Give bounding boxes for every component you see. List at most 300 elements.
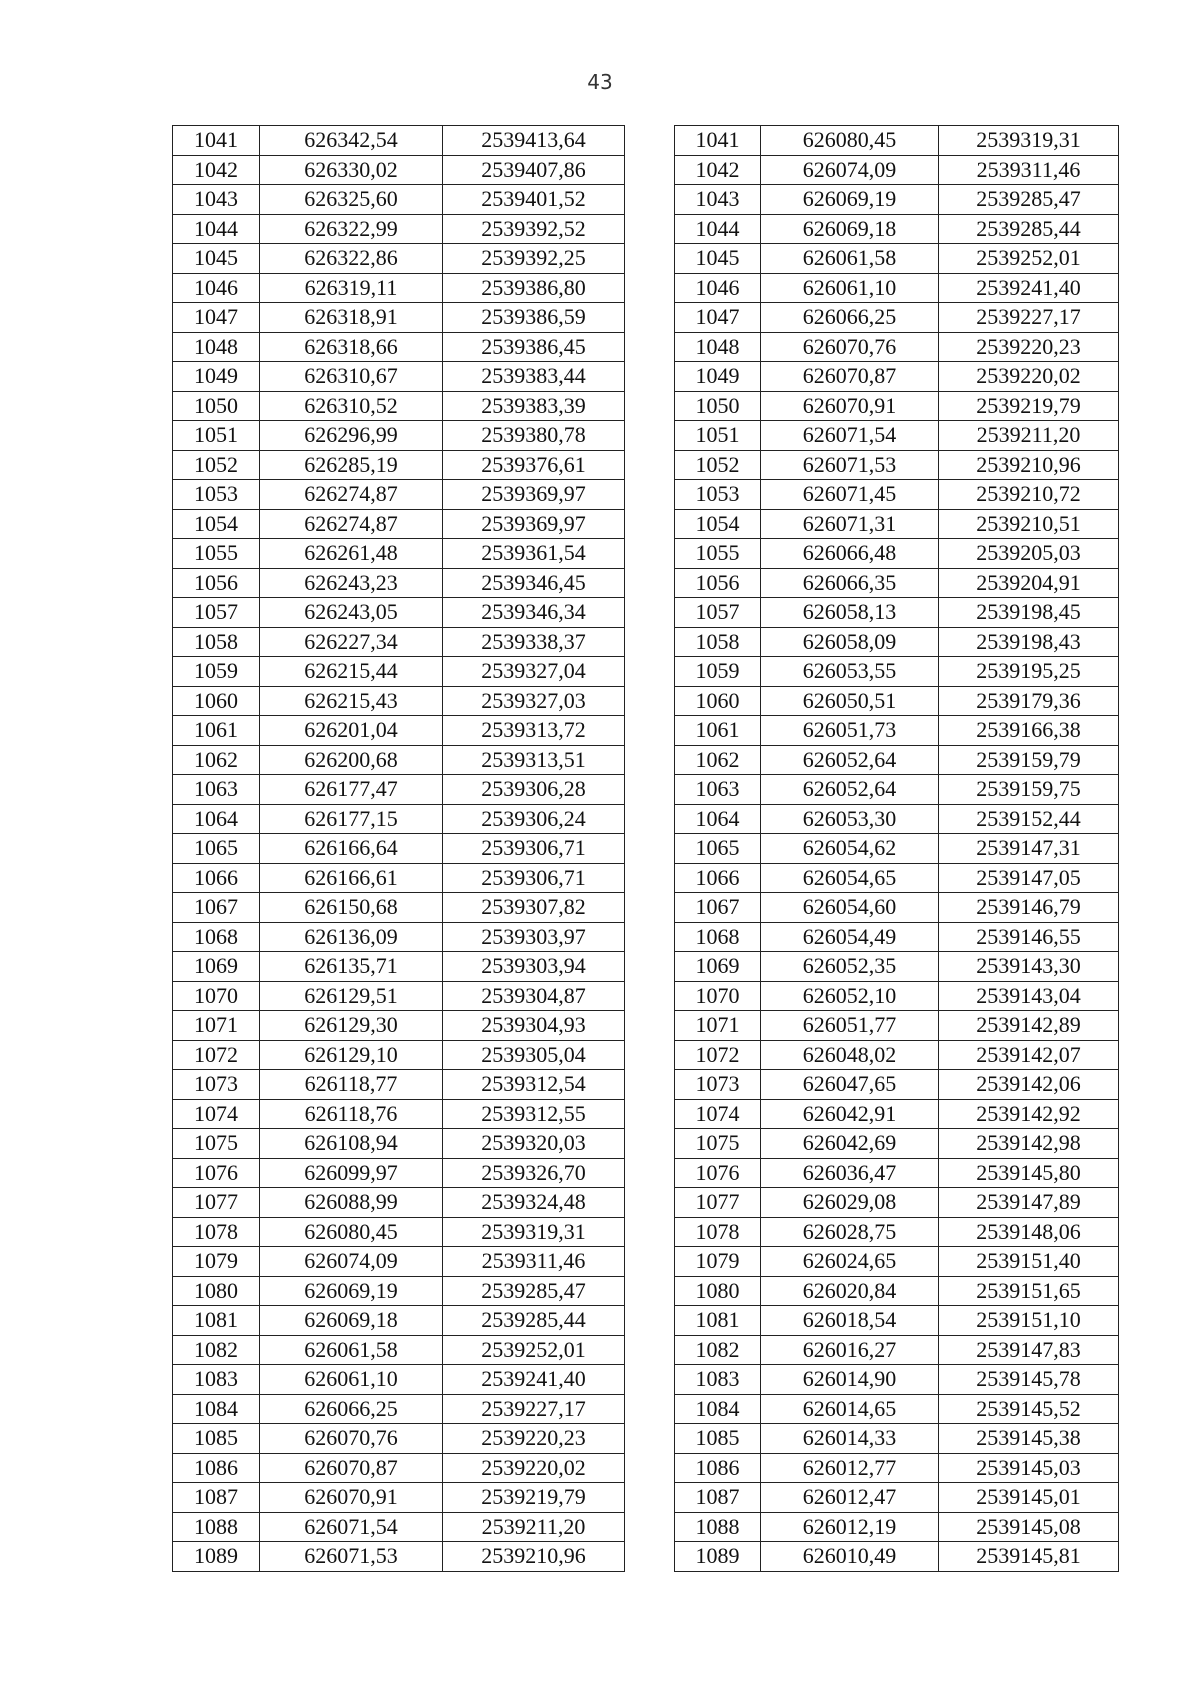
- right-x-coordinate: 626048,02: [761, 1040, 939, 1070]
- left-point-number: 1066: [173, 863, 260, 893]
- right-x-coordinate: 626012,77: [761, 1453, 939, 1483]
- right-x-coordinate: 626051,77: [761, 1011, 939, 1041]
- table-row: [173, 775, 1119, 805]
- left-x-coordinate: 626200,68: [260, 745, 443, 775]
- right-point-number: 1082: [675, 1335, 761, 1365]
- right-x-coordinate: 626010,49: [761, 1542, 939, 1572]
- left-point-number: 1063: [173, 775, 260, 805]
- left-point-number: 1060: [173, 686, 260, 716]
- left-point-number: 1071: [173, 1011, 260, 1041]
- column-spacer: [625, 1070, 675, 1100]
- right-x-coordinate: 626071,53: [761, 450, 939, 480]
- table-row: [173, 1129, 1119, 1159]
- table-row: [173, 126, 1119, 156]
- left-x-coordinate: 626136,09: [260, 922, 443, 952]
- table-row: [173, 1483, 1119, 1513]
- right-x-coordinate: 626012,19: [761, 1512, 939, 1542]
- table-row: [173, 185, 1119, 215]
- left-y-coordinate: 2539219,79: [443, 1483, 625, 1513]
- column-spacer: [625, 480, 675, 510]
- left-point-number: 1078: [173, 1217, 260, 1247]
- table-row: [173, 1188, 1119, 1218]
- left-y-coordinate: 2539211,20: [443, 1512, 625, 1542]
- left-y-coordinate: 2539312,54: [443, 1070, 625, 1100]
- table-row: [173, 362, 1119, 392]
- right-y-coordinate: 2539179,36: [939, 686, 1119, 716]
- left-point-number: 1054: [173, 509, 260, 539]
- column-spacer: [625, 1365, 675, 1395]
- left-y-coordinate: 2539361,54: [443, 539, 625, 569]
- table-row: [173, 1394, 1119, 1424]
- table-row: [173, 834, 1119, 864]
- right-point-number: 1046: [675, 273, 761, 303]
- left-y-coordinate: 2539227,17: [443, 1394, 625, 1424]
- left-y-coordinate: 2539338,37: [443, 627, 625, 657]
- left-point-number: 1052: [173, 450, 260, 480]
- right-x-coordinate: 626052,35: [761, 952, 939, 982]
- left-point-number: 1061: [173, 716, 260, 746]
- right-point-number: 1083: [675, 1365, 761, 1395]
- right-point-number: 1088: [675, 1512, 761, 1542]
- right-x-coordinate: 626029,08: [761, 1188, 939, 1218]
- right-x-coordinate: 626066,35: [761, 568, 939, 598]
- left-x-coordinate: 626074,09: [260, 1247, 443, 1277]
- right-y-coordinate: 2539210,72: [939, 480, 1119, 510]
- column-spacer: [625, 1040, 675, 1070]
- left-point-number: 1088: [173, 1512, 260, 1542]
- table-row: [173, 1365, 1119, 1395]
- right-point-number: 1055: [675, 539, 761, 569]
- right-x-coordinate: 626050,51: [761, 686, 939, 716]
- left-y-coordinate: 2539306,28: [443, 775, 625, 805]
- right-y-coordinate: 2539143,30: [939, 952, 1119, 982]
- table-row: [173, 1158, 1119, 1188]
- coordinates-table: [172, 125, 1119, 1572]
- left-point-number: 1083: [173, 1365, 260, 1395]
- left-y-coordinate: 2539376,61: [443, 450, 625, 480]
- left-x-coordinate: 626118,76: [260, 1099, 443, 1129]
- right-point-number: 1067: [675, 893, 761, 923]
- table-row: [173, 686, 1119, 716]
- column-spacer: [625, 1158, 675, 1188]
- right-point-number: 1080: [675, 1276, 761, 1306]
- right-x-coordinate: 626054,60: [761, 893, 939, 923]
- right-y-coordinate: 2539211,20: [939, 421, 1119, 451]
- right-y-coordinate: 2539166,38: [939, 716, 1119, 746]
- left-point-number: 1047: [173, 303, 260, 333]
- right-x-coordinate: 626014,65: [761, 1394, 939, 1424]
- column-spacer: [625, 362, 675, 392]
- right-x-coordinate: 626014,33: [761, 1424, 939, 1454]
- right-point-number: 1056: [675, 568, 761, 598]
- column-spacer: [625, 745, 675, 775]
- right-y-coordinate: 2539319,31: [939, 126, 1119, 156]
- table-row: [173, 1276, 1119, 1306]
- left-point-number: 1059: [173, 657, 260, 687]
- column-spacer: [625, 1483, 675, 1513]
- left-y-coordinate: 2539220,23: [443, 1424, 625, 1454]
- column-spacer: [625, 1188, 675, 1218]
- left-point-number: 1070: [173, 981, 260, 1011]
- right-y-coordinate: 2539205,03: [939, 539, 1119, 569]
- column-spacer: [625, 185, 675, 215]
- left-x-coordinate: 626201,04: [260, 716, 443, 746]
- right-point-number: 1048: [675, 332, 761, 362]
- column-spacer: [625, 1011, 675, 1041]
- left-point-number: 1075: [173, 1129, 260, 1159]
- left-y-coordinate: 2539413,64: [443, 126, 625, 156]
- left-point-number: 1046: [173, 273, 260, 303]
- right-x-coordinate: 626053,30: [761, 804, 939, 834]
- left-x-coordinate: 626325,60: [260, 185, 443, 215]
- column-spacer: [625, 716, 675, 746]
- right-x-coordinate: 626066,25: [761, 303, 939, 333]
- column-spacer: [625, 568, 675, 598]
- right-point-number: 1049: [675, 362, 761, 392]
- right-x-coordinate: 626014,90: [761, 1365, 939, 1395]
- right-y-coordinate: 2539145,52: [939, 1394, 1119, 1424]
- right-x-coordinate: 626028,75: [761, 1217, 939, 1247]
- right-point-number: 1063: [675, 775, 761, 805]
- left-y-coordinate: 2539346,34: [443, 598, 625, 628]
- right-point-number: 1041: [675, 126, 761, 156]
- table-row: [173, 863, 1119, 893]
- right-x-coordinate: 626024,65: [761, 1247, 939, 1277]
- left-y-coordinate: 2539327,03: [443, 686, 625, 716]
- left-point-number: 1082: [173, 1335, 260, 1365]
- right-y-coordinate: 2539220,02: [939, 362, 1119, 392]
- right-point-number: 1066: [675, 863, 761, 893]
- left-x-coordinate: 626177,47: [260, 775, 443, 805]
- left-point-number: 1081: [173, 1306, 260, 1336]
- left-x-coordinate: 626070,76: [260, 1424, 443, 1454]
- column-spacer: [625, 1276, 675, 1306]
- left-x-coordinate: 626330,02: [260, 155, 443, 185]
- table-row: [173, 1306, 1119, 1336]
- left-x-coordinate: 626080,45: [260, 1217, 443, 1247]
- right-point-number: 1050: [675, 391, 761, 421]
- column-spacer: [625, 332, 675, 362]
- right-x-coordinate: 626054,49: [761, 922, 939, 952]
- left-x-coordinate: 626061,58: [260, 1335, 443, 1365]
- left-x-coordinate: 626166,64: [260, 834, 443, 864]
- left-point-number: 1056: [173, 568, 260, 598]
- table-row: [173, 1512, 1119, 1542]
- left-y-coordinate: 2539407,86: [443, 155, 625, 185]
- right-x-coordinate: 626070,87: [761, 362, 939, 392]
- right-y-coordinate: 2539227,17: [939, 303, 1119, 333]
- column-spacer: [625, 214, 675, 244]
- right-point-number: 1064: [675, 804, 761, 834]
- column-spacer: [625, 863, 675, 893]
- left-point-number: 1053: [173, 480, 260, 510]
- table-row: [173, 1335, 1119, 1365]
- right-y-coordinate: 2539195,25: [939, 657, 1119, 687]
- right-point-number: 1089: [675, 1542, 761, 1572]
- left-point-number: 1058: [173, 627, 260, 657]
- table-row: [173, 657, 1119, 687]
- right-x-coordinate: 626058,09: [761, 627, 939, 657]
- left-x-coordinate: 626066,25: [260, 1394, 443, 1424]
- right-y-coordinate: 2539142,89: [939, 1011, 1119, 1041]
- left-y-coordinate: 2539285,47: [443, 1276, 625, 1306]
- left-x-coordinate: 626215,43: [260, 686, 443, 716]
- column-spacer: [625, 1306, 675, 1336]
- right-y-coordinate: 2539145,38: [939, 1424, 1119, 1454]
- right-point-number: 1047: [675, 303, 761, 333]
- left-y-coordinate: 2539324,48: [443, 1188, 625, 1218]
- left-point-number: 1089: [173, 1542, 260, 1572]
- table-row: [173, 480, 1119, 510]
- left-point-number: 1043: [173, 185, 260, 215]
- right-y-coordinate: 2539145,80: [939, 1158, 1119, 1188]
- left-point-number: 1067: [173, 893, 260, 923]
- right-x-coordinate: 626074,09: [761, 155, 939, 185]
- left-x-coordinate: 626108,94: [260, 1129, 443, 1159]
- left-x-coordinate: 626322,99: [260, 214, 443, 244]
- column-spacer: [625, 598, 675, 628]
- right-y-coordinate: 2539210,51: [939, 509, 1119, 539]
- right-point-number: 1052: [675, 450, 761, 480]
- left-x-coordinate: 626129,10: [260, 1040, 443, 1070]
- column-spacer: [625, 804, 675, 834]
- right-x-coordinate: 626071,31: [761, 509, 939, 539]
- right-y-coordinate: 2539210,96: [939, 450, 1119, 480]
- left-point-number: 1085: [173, 1424, 260, 1454]
- left-y-coordinate: 2539307,82: [443, 893, 625, 923]
- left-y-coordinate: 2539369,97: [443, 509, 625, 539]
- left-point-number: 1045: [173, 244, 260, 274]
- left-x-coordinate: 626319,11: [260, 273, 443, 303]
- left-x-coordinate: 626310,67: [260, 362, 443, 392]
- right-y-coordinate: 2539147,83: [939, 1335, 1119, 1365]
- right-y-coordinate: 2539145,78: [939, 1365, 1119, 1395]
- left-y-coordinate: 2539392,25: [443, 244, 625, 274]
- right-x-coordinate: 626020,84: [761, 1276, 939, 1306]
- right-y-coordinate: 2539145,01: [939, 1483, 1119, 1513]
- left-y-coordinate: 2539306,24: [443, 804, 625, 834]
- right-point-number: 1051: [675, 421, 761, 451]
- right-y-coordinate: 2539219,79: [939, 391, 1119, 421]
- right-x-coordinate: 626047,65: [761, 1070, 939, 1100]
- right-y-coordinate: 2539159,79: [939, 745, 1119, 775]
- left-y-coordinate: 2539380,78: [443, 421, 625, 451]
- right-x-coordinate: 626061,10: [761, 273, 939, 303]
- left-y-coordinate: 2539220,02: [443, 1453, 625, 1483]
- right-point-number: 1042: [675, 155, 761, 185]
- right-point-number: 1061: [675, 716, 761, 746]
- left-x-coordinate: 626071,53: [260, 1542, 443, 1572]
- left-point-number: 1050: [173, 391, 260, 421]
- left-x-coordinate: 626071,54: [260, 1512, 443, 1542]
- right-point-number: 1074: [675, 1099, 761, 1129]
- left-y-coordinate: 2539369,97: [443, 480, 625, 510]
- column-spacer: [625, 922, 675, 952]
- left-point-number: 1086: [173, 1453, 260, 1483]
- left-point-number: 1084: [173, 1394, 260, 1424]
- left-point-number: 1044: [173, 214, 260, 244]
- table-row: [173, 568, 1119, 598]
- column-spacer: [625, 1129, 675, 1159]
- right-x-coordinate: 626018,54: [761, 1306, 939, 1336]
- table-row: [173, 1424, 1119, 1454]
- right-point-number: 1062: [675, 745, 761, 775]
- table-row: [173, 1099, 1119, 1129]
- left-x-coordinate: 626061,10: [260, 1365, 443, 1395]
- right-y-coordinate: 2539151,10: [939, 1306, 1119, 1336]
- column-spacer: [625, 893, 675, 923]
- right-y-coordinate: 2539198,45: [939, 598, 1119, 628]
- left-x-coordinate: 626099,97: [260, 1158, 443, 1188]
- right-x-coordinate: 626071,54: [761, 421, 939, 451]
- left-x-coordinate: 626070,87: [260, 1453, 443, 1483]
- right-x-coordinate: 626051,73: [761, 716, 939, 746]
- right-x-coordinate: 626071,45: [761, 480, 939, 510]
- table-row: [173, 981, 1119, 1011]
- right-x-coordinate: 626054,65: [761, 863, 939, 893]
- right-y-coordinate: 2539252,01: [939, 244, 1119, 274]
- table-row: [173, 214, 1119, 244]
- table-row: [173, 332, 1119, 362]
- left-x-coordinate: 626227,34: [260, 627, 443, 657]
- left-y-coordinate: 2539383,39: [443, 391, 625, 421]
- left-y-coordinate: 2539285,44: [443, 1306, 625, 1336]
- right-point-number: 1059: [675, 657, 761, 687]
- left-y-coordinate: 2539304,93: [443, 1011, 625, 1041]
- right-x-coordinate: 626070,91: [761, 391, 939, 421]
- table-row: [173, 952, 1119, 982]
- right-y-coordinate: 2539145,81: [939, 1542, 1119, 1572]
- left-y-coordinate: 2539210,96: [443, 1542, 625, 1572]
- right-y-coordinate: 2539142,98: [939, 1129, 1119, 1159]
- table-row: [173, 539, 1119, 569]
- table-row: [173, 1453, 1119, 1483]
- left-x-coordinate: 626129,30: [260, 1011, 443, 1041]
- right-y-coordinate: 2539142,07: [939, 1040, 1119, 1070]
- left-point-number: 1064: [173, 804, 260, 834]
- right-point-number: 1079: [675, 1247, 761, 1277]
- left-y-coordinate: 2539383,44: [443, 362, 625, 392]
- left-point-number: 1074: [173, 1099, 260, 1129]
- table-row: [173, 450, 1119, 480]
- right-point-number: 1060: [675, 686, 761, 716]
- column-spacer: [625, 627, 675, 657]
- table-row: [173, 598, 1119, 628]
- left-y-coordinate: 2539303,97: [443, 922, 625, 952]
- left-point-number: 1077: [173, 1188, 260, 1218]
- left-y-coordinate: 2539306,71: [443, 863, 625, 893]
- left-y-coordinate: 2539311,46: [443, 1247, 625, 1277]
- right-x-coordinate: 626080,45: [761, 126, 939, 156]
- left-x-coordinate: 626135,71: [260, 952, 443, 982]
- column-spacer: [625, 1247, 675, 1277]
- left-x-coordinate: 626243,05: [260, 598, 443, 628]
- right-y-coordinate: 2539145,08: [939, 1512, 1119, 1542]
- right-y-coordinate: 2539220,23: [939, 332, 1119, 362]
- column-spacer: [625, 657, 675, 687]
- right-x-coordinate: 626052,64: [761, 775, 939, 805]
- column-spacer: [625, 509, 675, 539]
- table-row: [173, 804, 1119, 834]
- column-spacer: [625, 834, 675, 864]
- right-x-coordinate: 626052,64: [761, 745, 939, 775]
- left-y-coordinate: 2539386,80: [443, 273, 625, 303]
- column-spacer: [625, 1217, 675, 1247]
- table-row: [173, 391, 1119, 421]
- right-y-coordinate: 2539159,75: [939, 775, 1119, 805]
- left-point-number: 1062: [173, 745, 260, 775]
- table-row: [173, 893, 1119, 923]
- right-point-number: 1069: [675, 952, 761, 982]
- table-row: [173, 1247, 1119, 1277]
- left-y-coordinate: 2539241,40: [443, 1365, 625, 1395]
- left-x-coordinate: 626310,52: [260, 391, 443, 421]
- right-x-coordinate: 626052,10: [761, 981, 939, 1011]
- right-x-coordinate: 626069,18: [761, 214, 939, 244]
- left-x-coordinate: 626285,19: [260, 450, 443, 480]
- column-spacer: [625, 981, 675, 1011]
- right-y-coordinate: 2539147,31: [939, 834, 1119, 864]
- left-y-coordinate: 2539319,31: [443, 1217, 625, 1247]
- table-row: [173, 745, 1119, 775]
- column-spacer: [625, 1512, 675, 1542]
- column-spacer: [625, 775, 675, 805]
- left-x-coordinate: 626296,99: [260, 421, 443, 451]
- left-y-coordinate: 2539386,59: [443, 303, 625, 333]
- table-row: [173, 627, 1119, 657]
- right-x-coordinate: 626054,62: [761, 834, 939, 864]
- left-x-coordinate: 626166,61: [260, 863, 443, 893]
- right-x-coordinate: 626058,13: [761, 598, 939, 628]
- left-point-number: 1079: [173, 1247, 260, 1277]
- table-row: [173, 1011, 1119, 1041]
- left-x-coordinate: 626261,48: [260, 539, 443, 569]
- right-y-coordinate: 2539142,92: [939, 1099, 1119, 1129]
- left-y-coordinate: 2539304,87: [443, 981, 625, 1011]
- right-point-number: 1081: [675, 1306, 761, 1336]
- left-x-coordinate: 626322,86: [260, 244, 443, 274]
- right-point-number: 1073: [675, 1070, 761, 1100]
- right-point-number: 1078: [675, 1217, 761, 1247]
- left-x-coordinate: 626318,66: [260, 332, 443, 362]
- table-row: [173, 1040, 1119, 1070]
- right-point-number: 1070: [675, 981, 761, 1011]
- right-y-coordinate: 2539146,55: [939, 922, 1119, 952]
- right-x-coordinate: 626012,47: [761, 1483, 939, 1513]
- right-y-coordinate: 2539148,06: [939, 1217, 1119, 1247]
- left-y-coordinate: 2539313,72: [443, 716, 625, 746]
- left-y-coordinate: 2539392,52: [443, 214, 625, 244]
- right-point-number: 1058: [675, 627, 761, 657]
- left-point-number: 1057: [173, 598, 260, 628]
- coordinates-table-body: [173, 126, 1119, 1572]
- left-x-coordinate: 626069,18: [260, 1306, 443, 1336]
- right-y-coordinate: 2539204,91: [939, 568, 1119, 598]
- right-y-coordinate: 2539151,65: [939, 1276, 1119, 1306]
- table-row: [173, 244, 1119, 274]
- left-x-coordinate: 626318,91: [260, 303, 443, 333]
- column-spacer: [625, 1335, 675, 1365]
- table-row: [173, 303, 1119, 333]
- left-point-number: 1055: [173, 539, 260, 569]
- column-spacer: [625, 303, 675, 333]
- right-y-coordinate: 2539311,46: [939, 155, 1119, 185]
- right-point-number: 1076: [675, 1158, 761, 1188]
- column-spacer: [625, 1394, 675, 1424]
- left-x-coordinate: 626088,99: [260, 1188, 443, 1218]
- table-row: [173, 1070, 1119, 1100]
- left-x-coordinate: 626274,87: [260, 509, 443, 539]
